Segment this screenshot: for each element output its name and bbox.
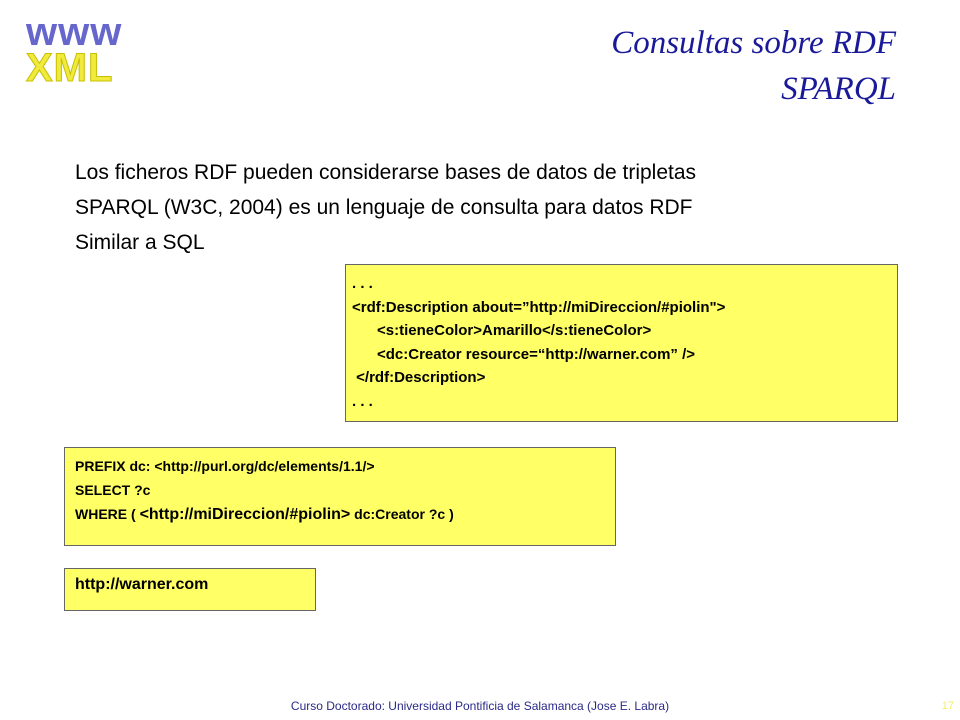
rdf-code-line: . . . — [352, 275, 373, 292]
bullet-item: SPARQL (W3C, 2004) es un lenguaje de consulta para datos RDF — [75, 196, 693, 219]
logo-xml-text: XML — [26, 46, 114, 90]
rdf-code-line: . . . — [352, 392, 373, 410]
query-select-line: SELECT ?c — [75, 482, 151, 498]
slide-title-line-2: SPARQL — [781, 71, 896, 107]
query-where-uri: <http://miDireccion/#piolin> — [139, 506, 351, 523]
rdf-code-line: </rdf:Description> — [352, 369, 486, 386]
bullet-item: Los ficheros RDF pueden considerarse bases de datos de tripletas — [75, 161, 697, 184]
logo-www-text: www — [26, 10, 123, 54]
query-where-keyword: WHERE ( — [75, 506, 140, 522]
rdf-code-line: <rdf:Description about=”http://miDireccion/#piolin"> — [352, 298, 726, 316]
bullet-item: Similar a SQL — [75, 231, 205, 254]
query-result-value: http://warner.com — [75, 576, 209, 593]
sparql-query-box — [64, 447, 616, 546]
www-xml-logo — [26, 10, 126, 90]
page-number: 17 — [941, 700, 954, 712]
rdf-code-line: <s:tieneColor>Amarillo</s:tieneColor> — [352, 322, 652, 339]
slide-title — [611, 20, 896, 112]
query-where-rest: dc:Creator ?c ) — [350, 506, 454, 522]
bullet-list — [75, 155, 795, 260]
query-prefix-line: PREFIX dc: <http://purl.org/dc/elements/1.1/> — [75, 458, 375, 474]
footer-text: Curso Doctorado: Universidad Pontificia de Salamanca (Jose E. Labra) — [290, 699, 670, 713]
query-result-box — [64, 568, 316, 611]
rdf-example-box — [345, 264, 898, 422]
query-where-line — [75, 502, 615, 527]
rdf-code-line: <dc:Creator resource=“http://warner.com” /> — [352, 345, 696, 363]
slide-title-line-1: Consultas sobre RDF — [611, 25, 896, 61]
